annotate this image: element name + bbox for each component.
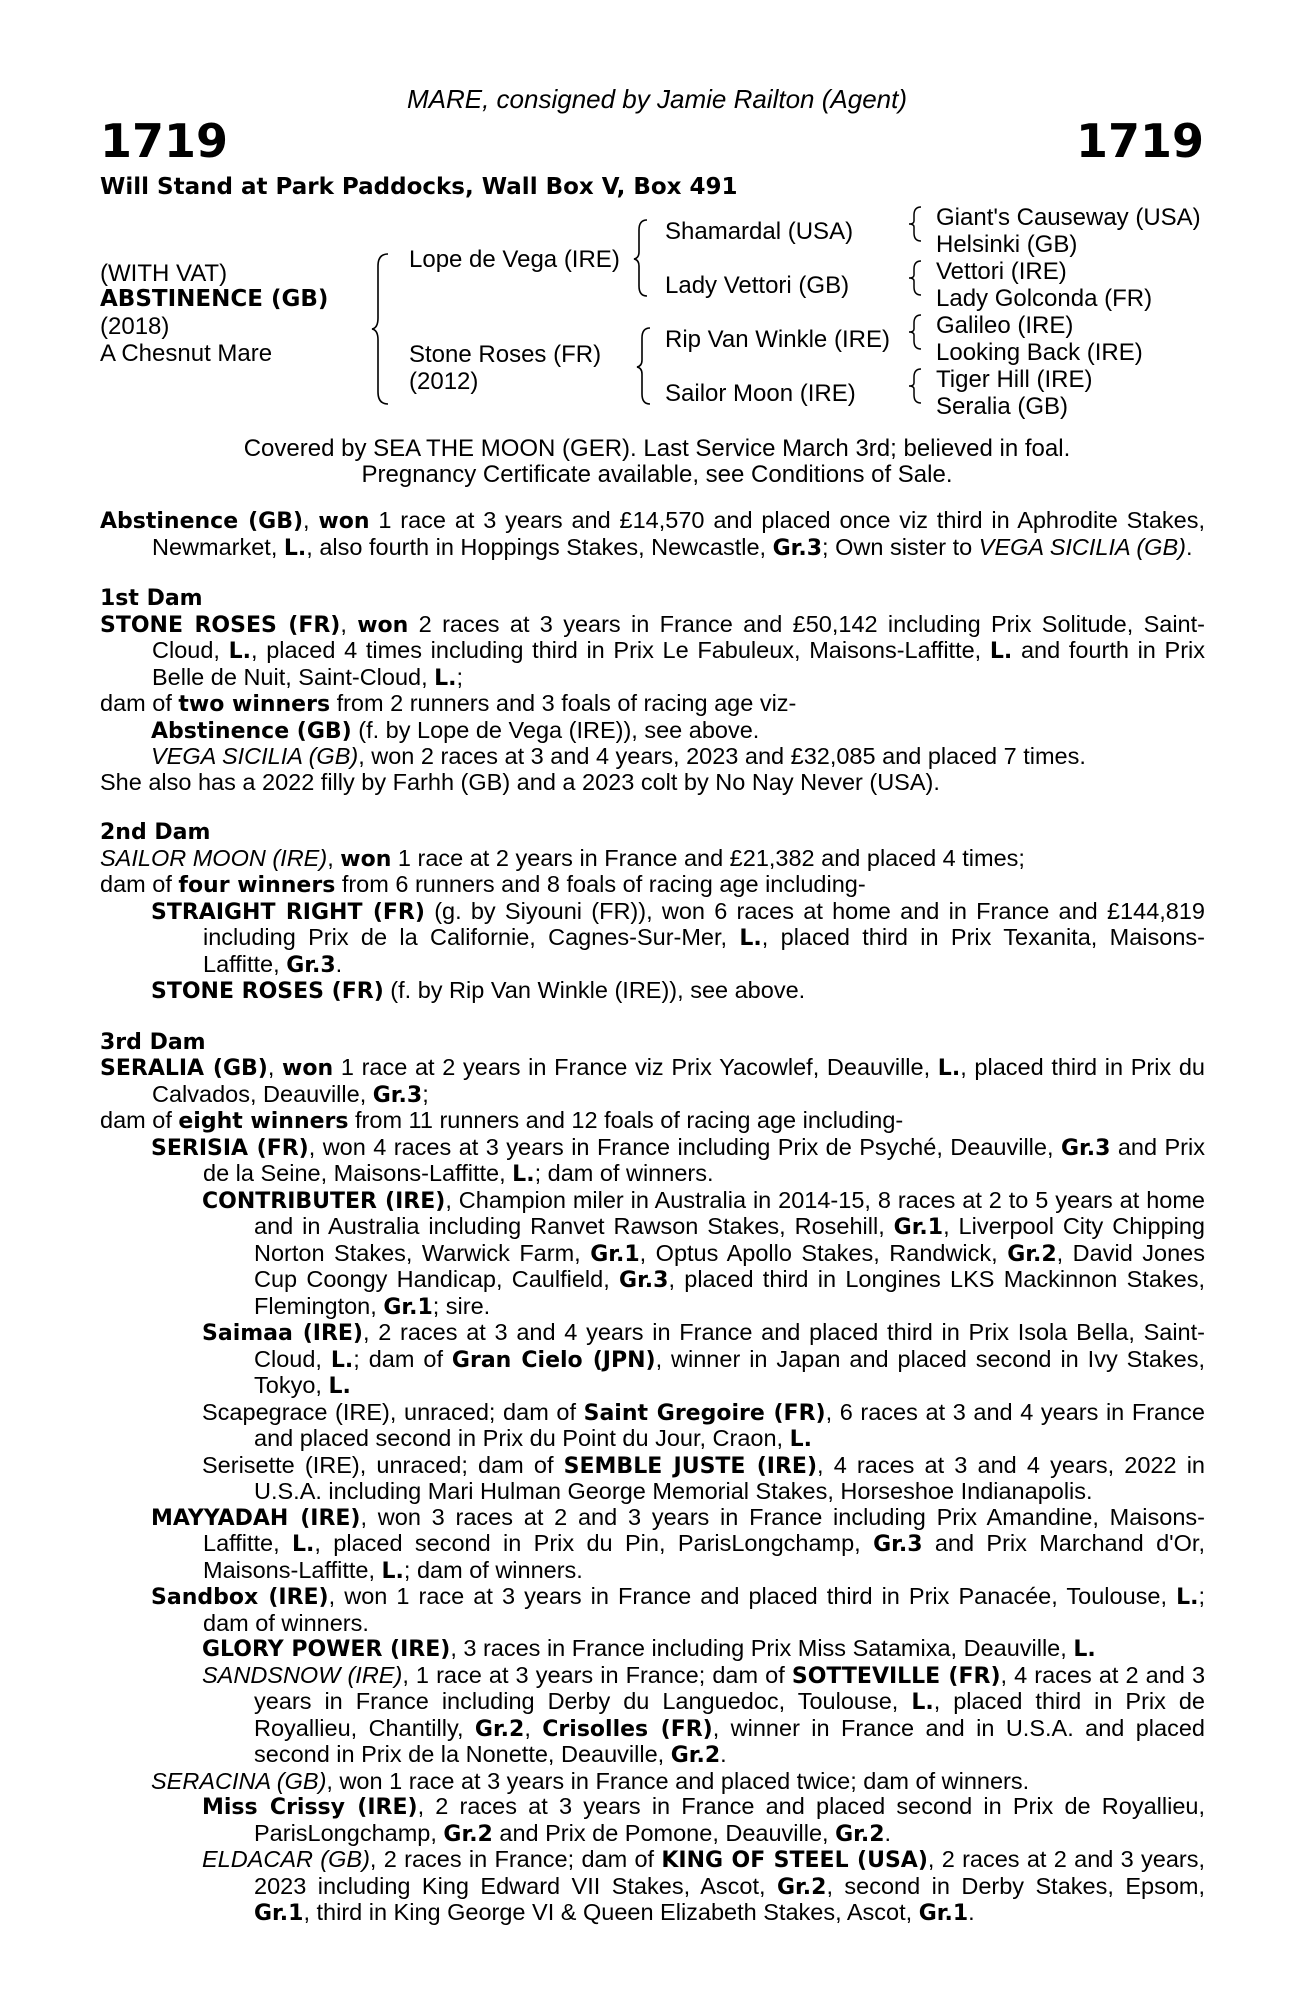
progeny-name: GLORY POWER (IRE) [202,1637,451,1662]
progeny-name: SEMBLE JUSTE (IRE) [563,1453,818,1479]
progeny-text: Scapegrace (IRE), unraced; dam of [202,1398,584,1425]
covered-line-1: Covered by SEA THE MOON (GER). Last Service March 3rd; believed in foal. [243,435,1071,462]
progeny-group: Gr.2 [1007,1241,1057,1267]
progeny-text: ; dam of winners. [203,1583,1205,1636]
grandsire-1: Giant's Causeway (USA) [936,204,1201,231]
intro-won: won [318,509,370,534]
second-dam-progeny-2 [100,978,1205,1005]
brace-main [370,252,392,407]
progeny-text: , 2 races at 3 years in France and placed second in Prix de Royallieu, ParisLongchamp, [254,1793,1205,1846]
progeny-sandbox [100,1584,1205,1636]
first-dam-l3: L. [434,665,457,691]
progeny-text: ; dam of [353,1345,452,1372]
grandsire-7: Tiger Hill (IRE) [936,366,1093,393]
progeny-listed: L. [330,1347,354,1373]
intro-text-3: ; Own sister to [822,533,979,560]
dam-dam: Sailor Moon (IRE) [665,380,856,407]
progeny-text: , 2 races at 3 and 4 years in France and placed third in Prix Isola Bella, Saint-Cloud, [254,1319,1205,1372]
progeny-group: Gr.3 [1060,1135,1111,1161]
progeny-listed: L. [381,1558,404,1584]
progeny-text: , 6 races at 3 and 4 years in France and placed second in Prix du Point du Jour, Craon, [254,1398,1206,1451]
first-dam-produce [100,691,1205,718]
progeny-name: Saint Gregoire (FR) [583,1400,826,1426]
progeny-eldacar [100,1847,1205,1927]
progeny-text: and Prix de Pomone, Deauville, [492,1819,836,1846]
progeny-text: , 2 races at 2 and 3 years, 2023 including King Edward VII Stakes, Ascot, [254,1846,1206,1899]
progeny-text: , 2 races in France; dam of [369,1846,662,1872]
second-dam-of-pre: dam of [100,871,179,897]
progeny-text: , winner in France and in U.S.A. and placed second in Prix de la Nonette, Deauville, [254,1714,1205,1767]
lot-number-left: 1719 [100,114,229,168]
progeny-name: SERISIA (FR) [151,1135,309,1161]
catalogue-body [100,508,1205,1927]
progeny-name: Sandbox (IRE) [151,1585,329,1610]
second-dam-of-bold: four winners [178,873,336,898]
progeny-serisette [100,1453,1205,1505]
brace-sire [633,218,651,298]
progeny-text: , won 3 races at 2 and 3 years in France including Prix Amandine, Maisons-Laffitte, [203,1503,1205,1556]
progeny-name: CONTRIBUTER (IRE) [202,1188,446,1214]
intro-group: Gr.3 [772,535,823,561]
horse-description: A Chesnut Mare [100,340,273,367]
first-dam-record: STONE ROSES (FR), won 2 races at 3 years in France and £50,142 including Prix Solitude, Saint-Cloud, L., placed 4 times including third in Prix Le Fabuleux, Maisons-Laffitte, L. and fourth in Prix Belle de Nuit, Saint-Cloud, L.; [100,610,1206,691]
dam: Stone Roses (FR) [409,341,602,368]
second-dam-won: won [340,846,392,872]
progeny-text: and Prix Marchand d'Or, Maisons-Laffitte, [203,1530,1205,1583]
progeny-group: Gr.2 [474,1716,525,1742]
progeny-name: Abstinence (GB) [151,718,352,744]
brace-g4 [908,367,924,405]
third-dam-won: won [282,1056,334,1081]
first-dam-l1: L. [228,639,251,664]
third-dam-t1: 1 race at 2 years in France viz Prix Yacowlef, Deauville, [333,1054,938,1080]
progeny-text: , Champion miler in Australia in 2014-15, 8 races at 2 to 5 years at home and in Australia including Ranvet Rawson Stakes, Rosehill, [254,1186,1205,1239]
intro-listed: L. [283,535,307,561]
progeny-contributer [100,1188,1205,1321]
progeny-text: (f. by Rip Van Winkle (IRE)), see above. [383,977,806,1003]
progeny-group: Gr.1 [893,1215,944,1240]
progeny-text: , 4 races at 2 and 3 years in France including Derby du Languedoc, Toulouse, [254,1661,1206,1714]
progeny-text: , placed second in Prix du Pin, ParisLongchamp, [314,1530,874,1556]
second-dam-heading: 2nd Dam [100,820,211,845]
intro-end: . [1185,533,1193,560]
stand-location: Will Stand at Park Paddocks, Wall Box V, Box 491 [100,174,738,200]
first-dam-progeny-1 [100,718,1205,745]
covered-note [0,436,1314,488]
progeny-text: and Prix de la Seine, Maisons-Laffitte, [203,1133,1205,1186]
progeny-text: , 1 race at 3 years in France; dam of [402,1661,792,1688]
progeny-name: KING OF STEEL (USA) [661,1848,928,1873]
progeny-name: Crisolles (FR) [542,1716,713,1742]
intro-text-1: 1 race at 3 years and £14,570 and placed once viz third in Aphrodite Stakes, Newmarket, [152,507,1206,560]
progeny-text: , winner in Japan and placed second in Ivy Stakes, Tokyo, [254,1345,1206,1398]
progeny-text: (g. by Siyouni (FR)), won 6 races at home and in France and £144,819 including Prix de la Californie, Cagnes-Sur-Mer, [203,897,1206,950]
progeny-name: SANDSNOW (IRE) [202,1661,403,1688]
intro-paragraph: Abstinence (GB), won 1 race at 3 years and £14,570 and placed once viz third in Aphrodite Stakes, Newmarket, L., also fourth in Hoppings Stakes, Newcastle, Gr.3; Own sister to VEGA SICILIA (GB). [100,507,1206,561]
first-dam-also: She also has a 2022 filly by Farhh (GB) and a 2023 colt by No Nay Never (USA). [100,768,940,795]
progeny-name: STRAIGHT RIGHT (FR) [151,899,425,925]
intro-sister: VEGA SICILIA (GB) [978,533,1186,560]
progeny-text: . [335,950,343,977]
dam-sire: Rip Van Winkle (IRE) [665,326,890,353]
progeny-group: Gr.1 [590,1241,640,1267]
progeny-group: Gr.2 [670,1743,721,1768]
first-dam-of-post: from 2 runners and 3 foals of racing age viz- [330,690,797,716]
second-dam-produce [100,872,1205,899]
grandsire-3: Vettori (IRE) [936,258,1067,285]
first-dam-t1: 2 races at 3 years in France and £50,142 including Prix Solitude, Saint-Cloud, [152,610,1205,663]
covered-line-2: Pregnancy Certificate available, see Conditions of Sale. [361,461,953,488]
first-dam-of-bold: two winners [178,692,331,717]
progeny-group: Gr.1 [383,1294,433,1320]
progeny-text: (f. by Lope de Vega (IRE)), see above. [351,716,760,743]
progeny-saimaa [100,1320,1205,1400]
progeny-listed: L. [512,1162,535,1187]
grandsire-6: Looking Back (IRE) [936,339,1143,366]
progeny-text: , 3 races in France including Prix Miss Satamixa, Deauville, [450,1635,1074,1661]
first-dam-heading: 1st Dam [100,586,203,611]
progeny-text: , Liverpool City Chipping Norton Stakes, Warwick Farm, [254,1213,1205,1266]
progeny-text: , Optus Apollo Stakes, Randwick, [639,1239,1008,1266]
progeny-text: Serisette (IRE), unraced; dam of [202,1451,564,1478]
second-dam-progeny-1 [100,899,1205,979]
grandsire-2: Helsinki (GB) [936,231,1078,258]
third-dam-l1: L. [937,1056,961,1081]
progeny-text: , won 2 races at 3 and 4 years, 2023 and £32,085 and placed 7 times. [358,743,1086,769]
brace-g2 [908,259,924,297]
brace-dam [636,326,654,406]
progeny-text: . [884,1819,892,1846]
progeny-text: , placed third in Prix Texanita, Maisons-Laffitte, [203,924,1205,977]
horse-year: (2018) [100,313,170,340]
intro-text-2: , also fourth in Hoppings Stakes, Newcastle, [306,533,773,560]
third-dam-produce [100,1108,1205,1135]
progeny-scapegrace [100,1400,1205,1453]
first-dam-progeny-2 [100,744,1205,770]
brace-g3 [908,313,924,351]
grandsire-5: Galileo (IRE) [936,312,1074,339]
second-dam-record: SAILOR MOON (IRE), won 1 race at 2 years in France and £21,382 and placed 4 times; [100,844,1025,872]
progeny-listed: L. [292,1532,315,1557]
progeny-listed: L. [739,926,762,951]
progeny-text: . [968,1899,975,1925]
third-dam-name: SERALIA (GB) [100,1056,268,1081]
progeny-name: VEGA SICILIA (GB) [151,743,359,769]
progeny-listed: L. [328,1374,351,1399]
first-dam-t3: and fourth in Prix Belle de Nuit, Saint-Cloud, [152,637,1206,690]
progeny-group: Gr.3 [873,1532,923,1557]
vat-note: (WITH VAT) [100,260,228,287]
progeny-text: , 4 races at 3 and 4 years, 2022 in U.S.A. including Mari Hulman George Memorial Stakes, Horseshoe Indianapolis. [254,1451,1206,1504]
dam-year: (2012) [409,368,479,395]
progeny-miss-crissy [100,1794,1205,1847]
progeny-glory-power [100,1636,1205,1663]
first-dam-won: won [357,612,409,638]
sire-dam: Lady Vettori (GB) [665,272,850,299]
progeny-group: Gr.2 [777,1874,827,1900]
second-dam-name: SAILOR MOON (IRE) [100,844,328,871]
first-dam-l2: L. [989,639,1013,664]
progeny-group: Gr.2 [443,1821,493,1847]
progeny-text: ; sire. [432,1292,491,1319]
progeny-text: . [720,1741,727,1767]
progeny-listed: L. [1073,1637,1096,1662]
progeny-seracina [100,1769,1205,1795]
first-dam-name: STONE ROSES (FR) [100,612,341,638]
third-dam-of-pre: dam of [100,1107,179,1133]
third-dam-of-post: from 11 runners and 12 foals of racing age including- [348,1107,904,1133]
progeny-text: , placed third in Longines LKS Mackinnon Stakes, Flemington, [254,1266,1206,1319]
progeny-text: , David Jones Cup Coongy Handicap, Caulfield, [254,1239,1205,1292]
progeny-listed: L. [789,1427,813,1452]
progeny-name: SOTTEVILLE (FR) [791,1663,1001,1689]
first-dam-t2: , placed 4 times including third in Prix Le Fabuleux, Maisons-Laffitte, [251,637,990,663]
progeny-name: SERACINA (GB) [151,1767,327,1794]
third-dam-record: SERALIA (GB), won 1 race at 2 years in France viz Prix Yacowlef, Deauville, L., placed third in Prix du Calvados, Deauville, Gr.3; [100,1054,1205,1108]
progeny-group: Gr.1 [918,1901,969,1926]
second-dam-t1: 1 race at 2 years in France and £21,382 and placed 4 times; [391,844,1025,871]
progeny-group: Gr.3 [286,952,336,978]
third-dam-gr: Gr.3 [372,1082,423,1108]
progeny-text: , won 1 race at 3 years in France and placed twice; dam of winners. [326,1767,1030,1794]
progeny-text: , third in King George VI & Queen Elizabeth Stakes, Ascot, [303,1899,919,1925]
first-dam-of-pre: dam of [100,690,179,716]
first-dam-t4: ; [456,663,464,690]
progeny-text: , [524,1714,543,1741]
progeny-text: , won 4 races at 3 years in France including Prix de Psyché, Deauville, [308,1133,1061,1160]
second-dam-of-post: from 6 runners and 8 foals of racing age including- [335,871,866,897]
third-dam-heading: 3rd Dam [100,1029,206,1055]
lot-number-right: 1719 [1075,114,1204,168]
progeny-name: MAYYADAH (IRE) [151,1505,361,1531]
progeny-serisia [100,1135,1205,1188]
progeny-mayyadah [100,1505,1205,1585]
third-dam-t3: ; [422,1080,429,1107]
progeny-name: STONE ROSES (FR) [151,979,384,1004]
grandsire-4: Lady Golconda (FR) [936,285,1153,312]
progeny-name: Gran Cielo (JPN) [451,1347,656,1373]
progeny-group: Gr.1 [254,1901,304,1926]
sire-sire: Shamardal (USA) [665,218,854,245]
progeny-text: ; dam of winners. [534,1160,714,1186]
progeny-text: , second in Derby Stakes, Epsom, [826,1872,1205,1899]
intro-name: Abstinence (GB) [100,509,304,534]
progeny-group: Gr.2 [835,1821,885,1847]
consignment-line: MARE, consigned by Jamie Railton (Agent) [406,84,907,114]
progeny-name: Saimaa (IRE) [202,1321,363,1346]
brace-g1 [908,205,924,243]
progeny-name: ELDACAR (GB) [202,1846,370,1872]
progeny-listed: L. [1176,1585,1199,1610]
progeny-group: Gr.3 [619,1268,669,1293]
progeny-text: , won 1 race at 3 years in France and placed third in Prix Panacée, Toulouse, [328,1583,1177,1609]
horse-name: ABSTINENCE (GB) [100,286,329,312]
third-dam-of-bold: eight winners [178,1109,349,1134]
progeny-text: ; dam of winners. [403,1556,583,1583]
progeny-text: , placed third in Prix de Royallieu, Chantilly, [254,1688,1205,1741]
progeny-listed: L. [911,1690,934,1715]
grandsire-8: Seralia (GB) [936,393,1069,420]
sire: Lope de Vega (IRE) [409,246,620,273]
progeny-sandsnow [100,1663,1205,1769]
third-dam-t2: , placed third in Prix du Calvados, Deauville, [152,1054,1205,1107]
progeny-name: Miss Crissy (IRE) [202,1795,418,1820]
